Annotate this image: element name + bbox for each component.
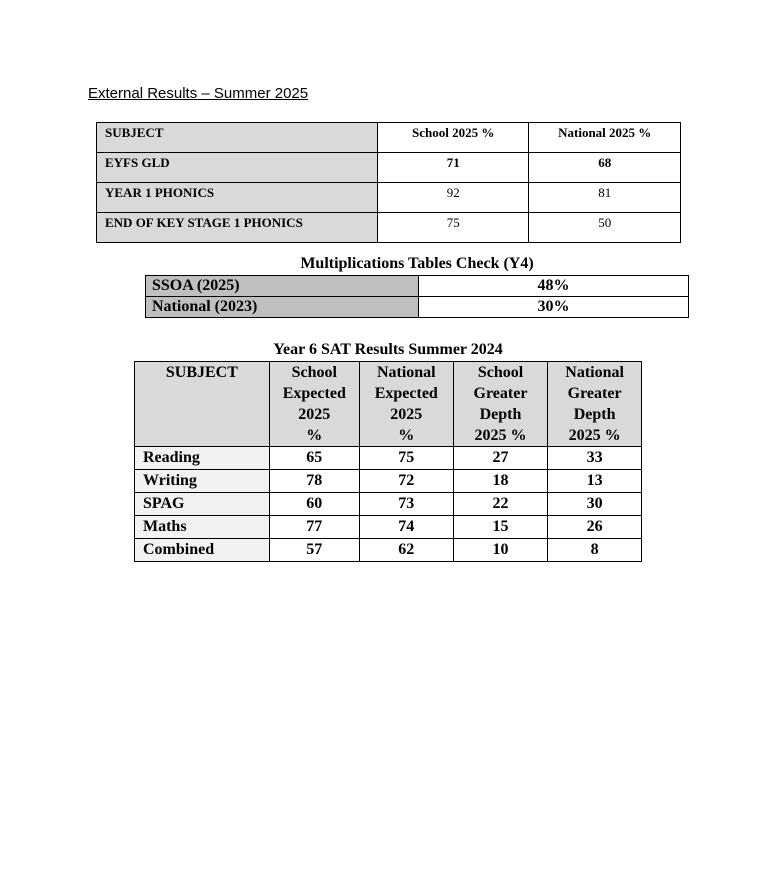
row-value: 78: [269, 470, 359, 493]
header-school-greater-depth: [453, 362, 548, 447]
table-row: [135, 470, 642, 493]
header-line: Greater: [473, 385, 528, 402]
row-value: 48%: [419, 276, 689, 297]
row-value: 15: [453, 516, 548, 539]
header-subject: [135, 362, 270, 447]
row-value: 60: [269, 493, 359, 516]
row-value: 10: [453, 539, 548, 562]
header-line: Greater: [567, 385, 622, 402]
row-label: SSOA (2025): [146, 276, 419, 297]
header-line: National: [376, 364, 436, 381]
header-line: Depth: [479, 406, 522, 423]
header-line: 2025 %: [474, 427, 527, 444]
row-subject: Combined: [135, 539, 270, 562]
row-value: 77: [269, 516, 359, 539]
row-value: 27: [453, 447, 548, 470]
header-school-expected: [269, 362, 359, 447]
row-subject: Maths: [135, 516, 270, 539]
header-line: %: [306, 427, 323, 444]
header-line: School: [477, 364, 524, 381]
row-value: 30%: [419, 297, 689, 318]
header-national-greater-depth: [548, 362, 642, 447]
table-header-row: [97, 123, 681, 153]
row-subject: SPAG: [135, 493, 270, 516]
row-value: 72: [359, 470, 453, 493]
table-row: [135, 493, 642, 516]
row-value: 62: [359, 539, 453, 562]
row-school-value: 92: [378, 183, 529, 213]
header-line: Expected: [282, 385, 346, 402]
row-subject: Writing: [135, 470, 270, 493]
row-value: 33: [548, 447, 642, 470]
row-school-value: 75: [378, 213, 529, 243]
header-national: National 2025 %: [529, 123, 681, 153]
row-national-value: 68: [529, 153, 681, 183]
row-value: 22: [453, 493, 548, 516]
header-line: 2025: [390, 406, 423, 423]
row-subject: YEAR 1 PHONICS: [97, 183, 378, 213]
header-school: School 2025 %: [378, 123, 529, 153]
header-line: Depth: [573, 406, 616, 423]
row-value: 74: [359, 516, 453, 539]
table-row: [97, 183, 681, 213]
row-value: 13: [548, 470, 642, 493]
row-value: 26: [548, 516, 642, 539]
row-value: 57: [269, 539, 359, 562]
row-label: National (2023): [146, 297, 419, 318]
header-line: SUBJECT: [165, 364, 238, 381]
header-line: School: [291, 364, 337, 381]
table-row: [135, 447, 642, 470]
sats-table: [134, 361, 642, 562]
row-subject: END OF KEY STAGE 1 PHONICS: [97, 213, 378, 243]
row-value: 73: [359, 493, 453, 516]
row-national-value: 50: [529, 213, 681, 243]
external-results-table: [96, 122, 681, 243]
row-value: 75: [359, 447, 453, 470]
header-line: Expected: [374, 385, 438, 402]
row-value: 65: [269, 447, 359, 470]
row-value: 8: [548, 539, 642, 562]
table-row: [146, 297, 689, 318]
table-header-row: [135, 362, 642, 447]
header-line: %: [398, 427, 415, 444]
row-subject: Reading: [135, 447, 270, 470]
row-value: 18: [453, 470, 548, 493]
table-row: [146, 276, 689, 297]
header-national-expected: [359, 362, 453, 447]
mtc-title: Multiplications Tables Check (Y4): [300, 255, 534, 272]
table-row: [135, 539, 642, 562]
row-value: 30: [548, 493, 642, 516]
header-line: 2025: [298, 406, 331, 423]
sats-title: Year 6 SAT Results Summer 2024: [273, 341, 503, 358]
row-national-value: 81: [529, 183, 681, 213]
header-subject: SUBJECT: [97, 123, 378, 153]
table-row: [97, 213, 681, 243]
mtc-table: [145, 275, 689, 318]
row-subject: EYFS GLD: [97, 153, 378, 183]
page-heading: External Results – Summer 2025: [88, 85, 309, 102]
header-line: 2025 %: [568, 427, 621, 444]
table-row: [135, 516, 642, 539]
row-school-value: 71: [378, 153, 529, 183]
table-row: [97, 153, 681, 183]
header-line: National: [565, 364, 624, 381]
